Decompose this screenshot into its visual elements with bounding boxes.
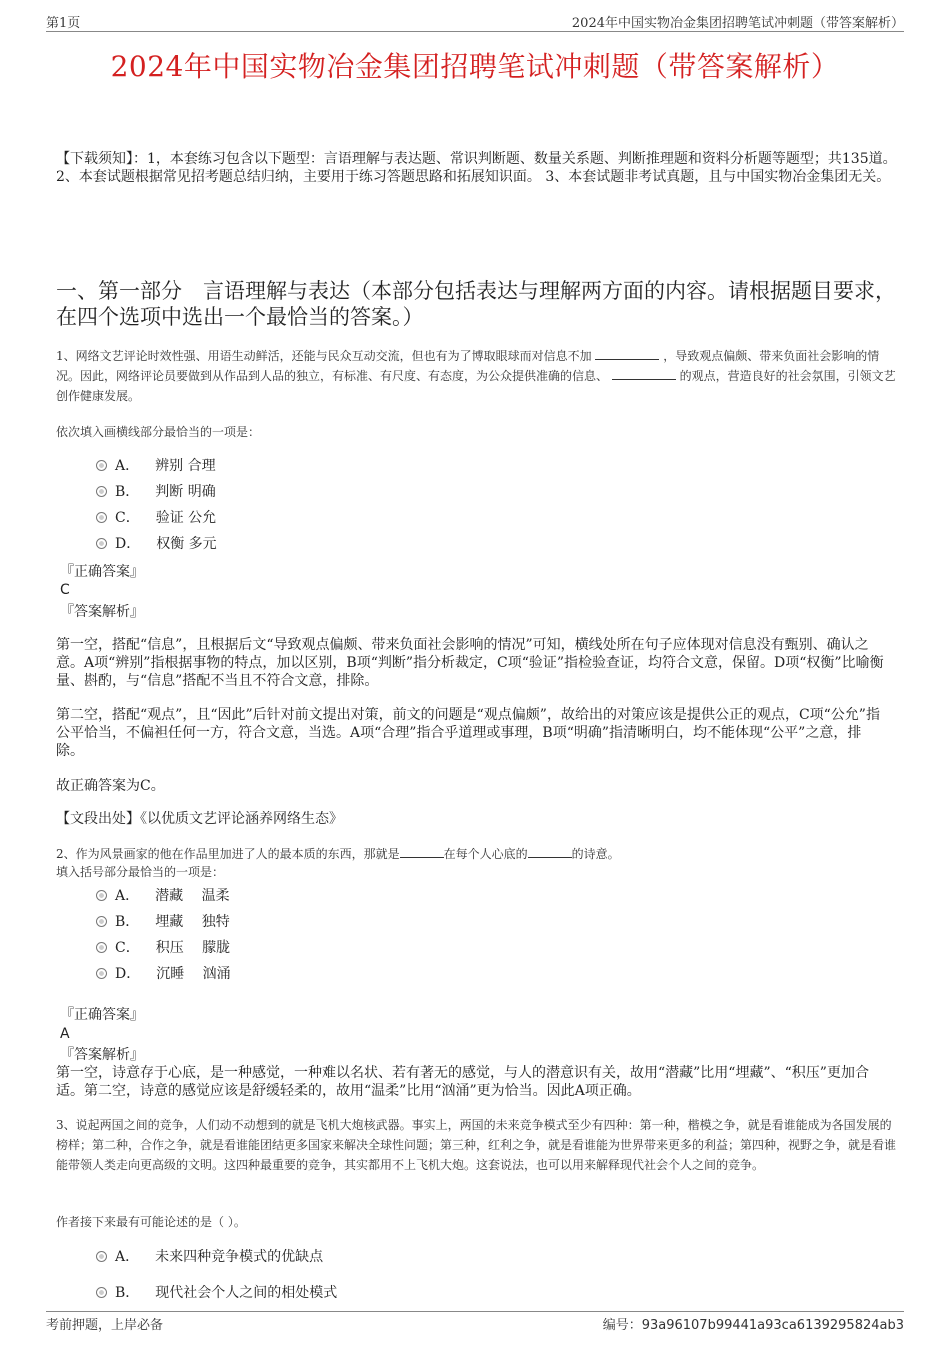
radio-icon[interactable]: [96, 1287, 107, 1298]
q1-option-b[interactable]: B． 判断 明确: [96, 483, 216, 501]
radio-icon[interactable]: [96, 460, 107, 471]
q2-answer: A: [60, 1026, 70, 1042]
radio-icon[interactable]: [96, 538, 107, 549]
q1-answer: C: [60, 582, 70, 598]
q2-blank-1: [400, 846, 444, 858]
q1-blank-1: [595, 348, 659, 360]
q1-analysis-2: 第二空，搭配“观点”，且“因此”后针对前文提出对策，前文的问题是“观点偏颇”，故给出的对策应该是提供公正的观点，C项“公允”指公平恰当，不偏袒任何一方，符合文意，当选。A项“合理”指合乎道理或事理，B项“明确”指清晰明白，均不能体现“公平”之意，排除。: [56, 707, 880, 759]
q2-analysis-label: 『答案解析』: [60, 1047, 144, 1063]
q1-option-d[interactable]: D． 权衡 多元: [96, 535, 217, 553]
q3-option-b[interactable]: B． 现代社会个人之间的相处模式: [96, 1284, 337, 1302]
q2-analysis: 第一空，诗意存于心底，是一种感觉，一种难以名状、若有著无的感觉，与人的潜意识有关，故用“潜藏”比用“埋藏”、“积压”更加合适。第二空，诗意的感觉应该是舒缓轻柔的，故用“温柔”比用“汹涌”更为恰当。因此A项正确。: [56, 1065, 869, 1099]
header-divider: [46, 31, 904, 32]
q1-answer-label: 『正确答案』: [60, 564, 144, 580]
q1-option-c[interactable]: C． 验证 公允: [96, 509, 216, 527]
page-number: 第1页: [46, 16, 81, 31]
q2-blank-2: [528, 846, 572, 858]
footer-divider: [46, 1311, 904, 1312]
footer-slogan: 考前押题，上岸必备: [46, 1318, 164, 1333]
q1-analysis-1: 第一空，搭配“信息”，且根据后文“导致观点偏颇、带来负面社会影响的情况”可知，横线处所在句子应体现对信息没有甄别、确认之意。A项“辨别”指根据事物的特点，加以区别，B项“判断”指分析裁定，C项“验证”指检验查证，均符合文意，保留。D项“权衡”比喻衡量、斟酌，与“信息”搭配不当且不符合文意，排除。: [56, 637, 884, 689]
download-notice: 【下载须知】：1，本套练习包含以下题型：言语理解与表达题、常识判断题、数量关系题、判断推理题和资料分析题等题型；共135道。 2、本套试题根据常见招考题总结归纳，主要用于练习答题思路和拓展知识面。 3、本套试题非考试真题，且与中国实物冶金集团无关。: [56, 151, 897, 185]
q2-answer-label: 『正确答案』: [60, 1007, 144, 1023]
radio-icon[interactable]: [96, 1251, 107, 1262]
radio-icon[interactable]: [96, 968, 107, 979]
q2-option-d[interactable]: D． 沉睡 汹涌: [96, 965, 231, 983]
section-heading: 一、第一部分 言语理解与表达（本部分包括表达与理解两方面的内容。请根据题目要求，在四个选项中选出一个最恰当的答案。）: [56, 279, 896, 329]
q2-prompt: 填入括号部分最恰当的一项是：: [56, 865, 225, 879]
q1-prompt: 依次填入画横线部分最恰当的一项是：: [56, 425, 261, 439]
q1-option-a[interactable]: A． 辨别 合理: [96, 457, 216, 475]
q1-stem: 1、网络文艺评论时效性强、用语生动鲜活，还能与民众互动交流，但也有为了博取眼球而对信息不加 ，导致观点偏颇、带来负面社会影响的情况。因此，网络评论员要做到从作品到人品的独立，有标准、有尺度、有态度，为公众提供准确的信息、 的观点，营造良好的社会氛围，引领文艺创作健康发展。: [56, 349, 896, 403]
q3-option-a[interactable]: A． 未来四种竞争模式的优缺点: [96, 1248, 323, 1266]
q2-option-a[interactable]: A． 潜藏 温柔: [96, 887, 230, 905]
radio-icon[interactable]: [96, 512, 107, 523]
q2-option-c[interactable]: C． 积压 朦胧: [96, 939, 230, 957]
header-doc-title: 2024年中国实物冶金集团招聘笔试冲刺题（带答案解析）: [571, 16, 904, 31]
footer-code: 编号：93a96107b99441a93ca6139295824ab3: [602, 1318, 904, 1333]
q1-blank-2: [612, 368, 676, 380]
q3-prompt: 作者接下来最有可能论述的是（ ）。: [56, 1215, 246, 1229]
radio-icon[interactable]: [96, 890, 107, 901]
radio-icon[interactable]: [96, 942, 107, 953]
q3-stem: 3、说起两国之间的竞争，人们动不动想到的就是飞机大炮核武器。事实上，两国的未来竞争模式至少有四种：第一种，楷模之争，就是看谁能成为各国发展的榜样；第二种，合作之争，就是看谁能团结更多国家来解决全球性问题；第三种，红利之争，就是看谁能为世界带来更多的利益；第四种，视野之争，就是看谁能带领人类走向更高级的文明。这四种最重要的竞争，其实都用不上飞机大炮。这套说法，也可以用来解释现代社会个人之间的竞争。: [56, 1118, 897, 1172]
q1-analysis-3: 故正确答案为C。: [56, 778, 165, 794]
radio-icon[interactable]: [96, 486, 107, 497]
radio-icon[interactable]: [96, 916, 107, 927]
q1-source: 【文段出处】《以优质文艺评论涵养网络生态》: [56, 811, 343, 827]
q2-stem: 2、作为风景画家的他在作品里加进了人的最本质的东西，那就是 在每个人心底的 的诗意。: [56, 847, 620, 861]
q2-option-b[interactable]: B． 埋藏 独特: [96, 913, 230, 931]
page-title: 2024年中国实物冶金集团招聘笔试冲刺题（带答案解析）: [110, 50, 840, 83]
q1-analysis-label: 『答案解析』: [60, 604, 144, 620]
